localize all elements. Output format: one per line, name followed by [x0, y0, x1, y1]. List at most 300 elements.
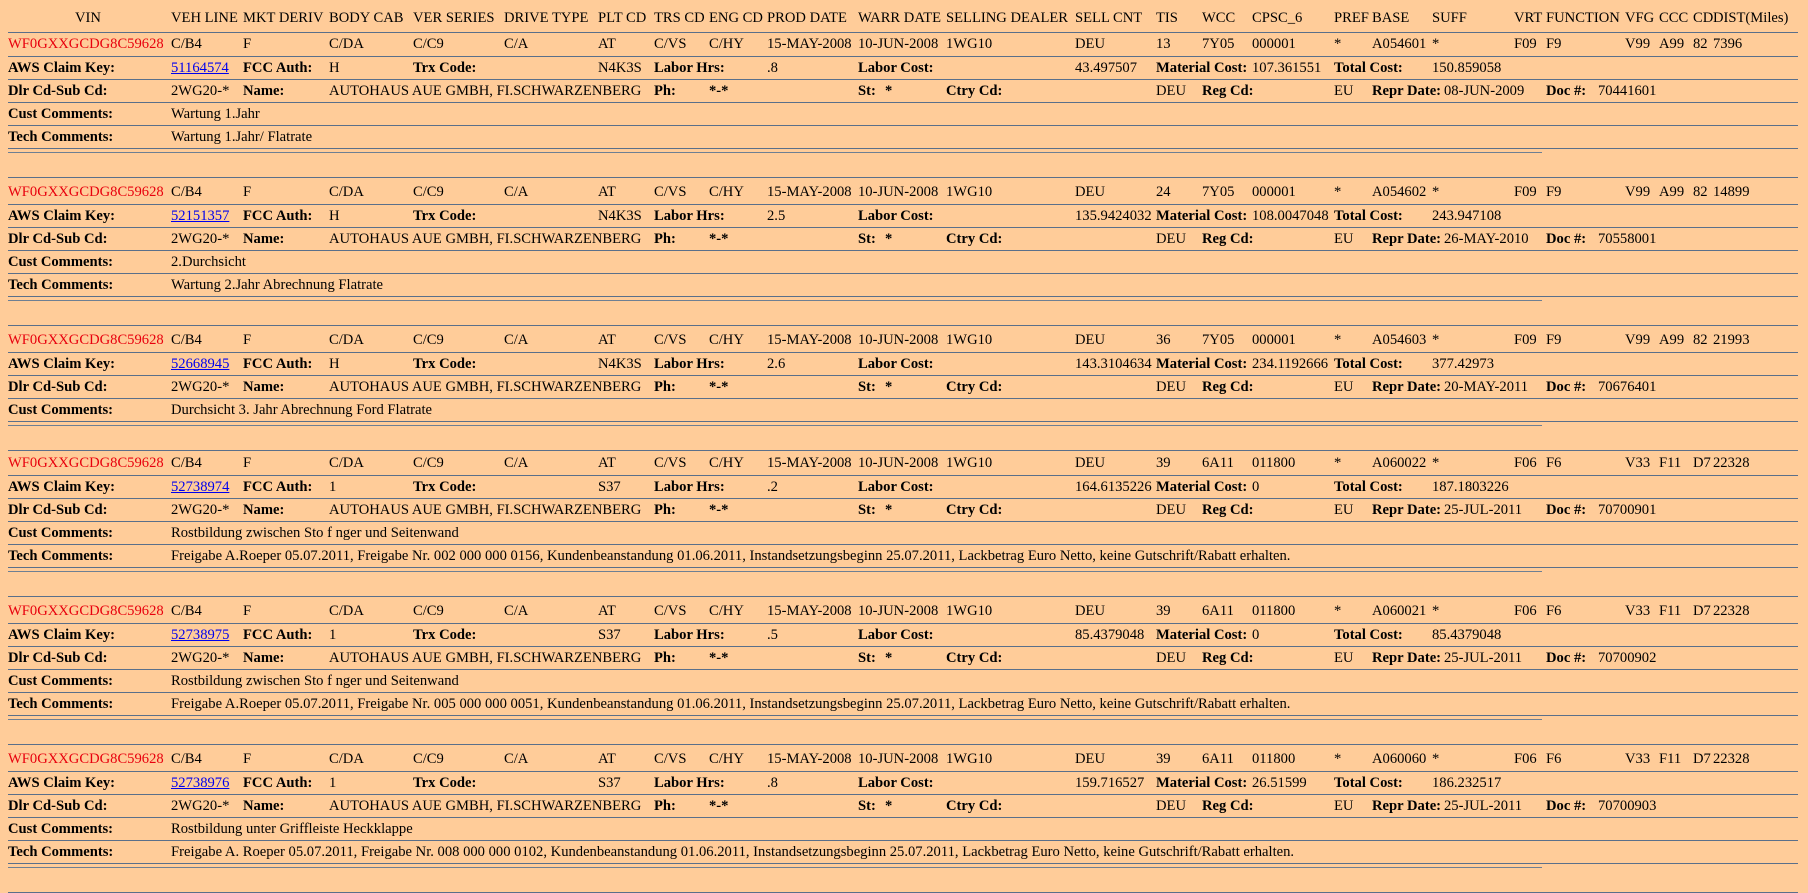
labor-cost-label: Labor Cost:	[858, 356, 934, 372]
selling-dealer-value: 1WG10	[946, 36, 993, 52]
dealer-code-value: 2WG20-*	[171, 83, 230, 99]
labor-hrs-value: 2.6	[767, 356, 786, 372]
veh-line-value: C/B4	[171, 455, 202, 471]
cust-comments-row	[0, 103, 1808, 126]
dealer-name-value: AUTOHAUS AUE GMBH, FI.SCHWARZENBERG	[329, 379, 642, 395]
tis-value: 39	[1156, 603, 1171, 619]
column-header: TIS	[1156, 10, 1178, 26]
dealer-name-value: AUTOHAUS AUE GMBH, FI.SCHWARZENBERG	[329, 650, 642, 666]
sell-cnt-value: DEU	[1075, 603, 1105, 619]
dist-value: 22328	[1713, 603, 1750, 619]
dealer-name-value: AUTOHAUS AUE GMBH, FI.SCHWARZENBERG	[329, 83, 642, 99]
plt-cd-value: AT	[598, 184, 616, 200]
repair-date-label: Repr Date:	[1372, 379, 1442, 395]
vrt-value: F09	[1514, 332, 1537, 348]
claim-dealer-row	[0, 647, 1808, 670]
vfg-value: V33	[1625, 455, 1651, 471]
sell-cnt-value: DEU	[1075, 455, 1105, 471]
claim-key-link[interactable]: 52668945	[171, 356, 230, 372]
trx-code-value: N4K3S	[598, 60, 642, 76]
cust-comments-row	[0, 670, 1808, 693]
tech-comments-row	[0, 841, 1808, 864]
drive-type-value: C/A	[504, 36, 529, 52]
column-header: MKT DERIV	[243, 10, 324, 26]
repair-date-label: Repr Date:	[1372, 798, 1442, 814]
country-value: DEU	[1156, 83, 1186, 99]
total-cost-value: 377.42973	[1432, 356, 1495, 372]
base-value: A060021	[1372, 603, 1427, 619]
trx-code-value: N4K3S	[598, 208, 642, 224]
plt-cd-value: AT	[598, 603, 616, 619]
tech-comments-row	[0, 545, 1808, 568]
region-label: Reg Cd:	[1202, 379, 1254, 395]
claim-key-label: AWS Claim Key:	[8, 775, 116, 791]
dealer-code-label: Dlr Cd-Sub Cd:	[8, 231, 108, 247]
country-value: DEU	[1156, 650, 1186, 666]
cd-value: D7	[1693, 603, 1711, 619]
selling-dealer-value: 1WG10	[946, 603, 993, 619]
column-header: CCC	[1659, 10, 1689, 26]
record-separator	[8, 867, 1542, 868]
tech-comments-row	[0, 126, 1808, 149]
labor-hrs-label: Labor Hrs:	[654, 208, 725, 224]
region-value: EU	[1334, 231, 1354, 247]
claim-key-label: AWS Claim Key:	[8, 60, 116, 76]
material-cost-label: Material Cost:	[1156, 775, 1248, 791]
labor-cost-value: 135.9424032	[1075, 208, 1152, 224]
row-divider	[8, 863, 1798, 864]
state-label: St:	[858, 379, 876, 395]
vfg-value: V33	[1625, 751, 1651, 767]
claim-key-label: AWS Claim Key:	[8, 208, 116, 224]
phone-label: Ph:	[654, 798, 676, 814]
ccc-value: A99	[1659, 36, 1685, 52]
dealer-code-label: Dlr Cd-Sub Cd:	[8, 798, 108, 814]
function-value: F6	[1546, 455, 1562, 471]
country-label: Ctry Cd:	[946, 231, 1003, 247]
wcc-value: 6A11	[1202, 603, 1234, 619]
repair-date-value: 08-JUN-2009	[1444, 83, 1525, 99]
column-header: BASE	[1372, 10, 1410, 26]
ccc-value: F11	[1659, 603, 1682, 619]
repair-date-label: Repr Date:	[1372, 231, 1442, 247]
labor-hrs-label: Labor Hrs:	[654, 775, 725, 791]
claim-key-link[interactable]: 52738974	[171, 479, 230, 495]
dealer-name-label: Name:	[243, 798, 285, 814]
row-divider	[8, 296, 1798, 297]
region-value: EU	[1334, 798, 1354, 814]
phone-value: *-*	[709, 502, 729, 518]
state-value: *	[885, 798, 893, 814]
doc-number-value: 70441601	[1598, 83, 1657, 99]
claim-main-row	[0, 748, 1808, 771]
cpsc6-value: 011800	[1252, 455, 1296, 471]
mkt-deriv-value: F	[243, 455, 252, 471]
material-cost-label: Material Cost:	[1156, 208, 1248, 224]
vrt-value: F09	[1514, 36, 1537, 52]
eng-cd-value: C/HY	[709, 455, 744, 471]
fcc-auth-value: 1	[329, 479, 337, 495]
fcc-auth-label: FCC Auth:	[243, 208, 313, 224]
veh-line-value: C/B4	[171, 184, 202, 200]
dist-value: 21993	[1713, 332, 1750, 348]
eng-cd-value: C/HY	[709, 603, 744, 619]
trs-cd-value: C/VS	[654, 751, 687, 767]
veh-line-value: C/B4	[171, 332, 202, 348]
total-cost-label: Total Cost:	[1334, 479, 1403, 495]
cust-comments-value: Durchsicht 3. Jahr Abrechnung Ford Flatrate	[171, 402, 433, 418]
claim-dealer-row	[0, 499, 1808, 522]
tech-comments-label: Tech Comments:	[8, 277, 114, 293]
column-header: VIN	[75, 10, 101, 26]
sell-cnt-value: DEU	[1075, 751, 1105, 767]
cust-comments-label: Cust Comments:	[8, 106, 113, 122]
labor-hrs-value: .2	[767, 479, 778, 495]
cust-comments-value: Wartung 1.Jahr	[171, 106, 260, 122]
country-label: Ctry Cd:	[946, 83, 1003, 99]
cd-value: 82	[1693, 36, 1708, 52]
warr-date-value: 10-JUN-2008	[858, 455, 939, 471]
cust-comments-value: Rostbildung zwischen Sto f nger und Seitenwand	[171, 525, 459, 541]
cpsc6-value: 000001	[1252, 184, 1296, 200]
mkt-deriv-value: F	[243, 332, 252, 348]
claim-main-row	[0, 452, 1808, 475]
trs-cd-value: C/VS	[654, 455, 687, 471]
total-cost-value: 186.232517	[1432, 775, 1502, 791]
drive-type-value: C/A	[504, 751, 529, 767]
selling-dealer-value: 1WG10	[946, 332, 993, 348]
trx-code-label: Trx Code:	[413, 775, 477, 791]
state-value: *	[885, 502, 893, 518]
drive-type-value: C/A	[504, 455, 529, 471]
cust-comments-label: Cust Comments:	[8, 821, 113, 837]
eng-cd-value: C/HY	[709, 751, 744, 767]
vin-value: WF0GXXGCDG8C59628	[8, 455, 164, 471]
column-header: VRT	[1514, 10, 1543, 26]
dealer-name-label: Name:	[243, 379, 285, 395]
warr-date-value: 10-JUN-2008	[858, 184, 939, 200]
vfg-value: V99	[1625, 332, 1651, 348]
record-separator	[8, 719, 1542, 720]
column-header: DIST(Miles)	[1713, 10, 1789, 26]
claim-key-link[interactable]: 52738975	[171, 627, 230, 643]
dealer-code-value: 2WG20-*	[171, 502, 230, 518]
tech-comments-value: Freigabe A.Roeper 05.07.2011, Freigabe Nr. 005 000 000 0051, Kundenbeanstandung 01.06.2011, Instandsetzungsbeginn 25.07.2011, Lackbetrag Euro Netto, keine Gutschrift/Rabatt erhalten.	[171, 696, 1291, 712]
prod-date-value: 15-MAY-2008	[767, 36, 852, 52]
vin-value: WF0GXXGCDG8C59628	[8, 332, 164, 348]
labor-hrs-label: Labor Hrs:	[654, 479, 725, 495]
cust-comments-value: Rostbildung zwischen Sto f nger und Seitenwand	[171, 673, 459, 689]
cust-comments-row	[0, 818, 1808, 841]
body-cab-value: C/DA	[329, 603, 364, 619]
body-cab-value: C/DA	[329, 751, 364, 767]
dealer-code-value: 2WG20-*	[171, 798, 230, 814]
warr-date-value: 10-JUN-2008	[858, 603, 939, 619]
trx-code-value: S37	[598, 479, 621, 495]
trx-code-value: S37	[598, 627, 621, 643]
labor-cost-label: Labor Cost:	[858, 775, 934, 791]
doc-number-value: 70700902	[1598, 650, 1657, 666]
fcc-auth-value: H	[329, 208, 340, 224]
claim-cost-row	[0, 353, 1808, 376]
drive-type-value: C/A	[504, 332, 529, 348]
column-header: CPSC_6	[1252, 10, 1303, 26]
doc-number-label: Doc #:	[1546, 502, 1587, 518]
vrt-value: F06	[1514, 455, 1537, 471]
claim-key-link[interactable]: 52151357	[171, 208, 230, 224]
labor-hrs-value: 2.5	[767, 208, 786, 224]
column-header-row	[0, 0, 1808, 26]
repair-date-value: 25-JUL-2011	[1444, 798, 1523, 814]
prod-date-value: 15-MAY-2008	[767, 751, 852, 767]
labor-hrs-value: .8	[767, 60, 778, 76]
trx-code-label: Trx Code:	[413, 60, 477, 76]
vin-value: WF0GXXGCDG8C59628	[8, 751, 164, 767]
fcc-auth-value: 1	[329, 627, 337, 643]
plt-cd-value: AT	[598, 332, 616, 348]
dealer-name-label: Name:	[243, 231, 285, 247]
dealer-name-label: Name:	[243, 83, 285, 99]
region-value: EU	[1334, 379, 1354, 395]
labor-cost-value: 143.3104634	[1075, 356, 1152, 372]
labor-hrs-label: Labor Hrs:	[654, 627, 725, 643]
tech-comments-value: Wartung 2.Jahr Abrechnung Flatrate	[171, 277, 383, 293]
repair-date-value: 25-JUL-2011	[1444, 650, 1523, 666]
region-label: Reg Cd:	[1202, 83, 1254, 99]
ccc-value: F11	[1659, 455, 1682, 471]
veh-line-value: C/B4	[171, 603, 202, 619]
cpsc6-value: 011800	[1252, 603, 1296, 619]
labor-cost-value: 164.6135226	[1075, 479, 1152, 495]
phone-value: *-*	[709, 379, 729, 395]
eng-cd-value: C/HY	[709, 332, 744, 348]
base-value: A054602	[1372, 184, 1427, 200]
column-header: FUNCTION	[1546, 10, 1620, 26]
material-cost-value: 234.1192666	[1252, 356, 1329, 372]
phone-value: *-*	[709, 798, 729, 814]
column-header: WARR DATE	[858, 10, 942, 26]
record-separator	[8, 325, 1798, 326]
dealer-code-label: Dlr Cd-Sub Cd:	[8, 83, 108, 99]
record-separator	[8, 152, 1542, 153]
record-separator	[8, 596, 1798, 597]
state-value: *	[885, 231, 893, 247]
warr-date-value: 10-JUN-2008	[858, 36, 939, 52]
function-value: F9	[1546, 184, 1562, 200]
total-cost-label: Total Cost:	[1334, 208, 1403, 224]
column-header: VEH LINE	[171, 10, 238, 26]
state-label: St:	[858, 83, 876, 99]
material-cost-value: 26.51599	[1252, 775, 1307, 791]
fcc-auth-value: H	[329, 60, 340, 76]
drive-type-value: C/A	[504, 184, 529, 200]
tech-comments-row	[0, 274, 1808, 297]
tech-comments-value: Freigabe A. Roeper 05.07.2011, Freigabe Nr. 008 000 000 0102, Kundenbeanstandung 01.06.2011, Instandsetzungsbeginn 25.07.2011, Lackbetrag Euro Netto, keine Gutschrift/Rabatt erhalten.	[171, 844, 1295, 860]
cd-value: 82	[1693, 332, 1708, 348]
vfg-value: V99	[1625, 184, 1651, 200]
ver-series-value: C/C9	[413, 751, 444, 767]
cust-comments-value: 2.Durchsicht	[171, 254, 246, 270]
repair-date-label: Repr Date:	[1372, 83, 1442, 99]
region-label: Reg Cd:	[1202, 231, 1254, 247]
total-cost-value: 85.4379048	[1432, 627, 1502, 643]
tech-comments-value: Freigabe A.Roeper 05.07.2011, Freigabe Nr. 002 000 000 0156, Kundenbeanstandung 01.06.2011, Instandsetzungsbeginn 25.07.2011, Lackbetrag Euro Netto, keine Gutschrift/Rabatt erhalten.	[171, 548, 1291, 564]
tis-value: 13	[1156, 36, 1171, 52]
claim-dealer-row	[0, 795, 1808, 818]
suff-value: *	[1432, 184, 1440, 200]
plt-cd-value: AT	[598, 36, 616, 52]
dealer-code-value: 2WG20-*	[171, 379, 230, 395]
eng-cd-value: C/HY	[709, 36, 744, 52]
vin-value: WF0GXXGCDG8C59628	[8, 184, 164, 200]
suff-value: *	[1432, 332, 1440, 348]
claim-key-label: AWS Claim Key:	[8, 356, 116, 372]
pref-value: *	[1334, 184, 1342, 200]
material-cost-value: 108.0047048	[1252, 208, 1329, 224]
dealer-code-value: 2WG20-*	[171, 231, 230, 247]
column-header: BODY CAB	[329, 10, 404, 26]
warr-date-value: 10-JUN-2008	[858, 332, 939, 348]
phone-label: Ph:	[654, 83, 676, 99]
function-value: F6	[1546, 603, 1562, 619]
region-label: Reg Cd:	[1202, 798, 1254, 814]
labor-cost-value: 159.716527	[1075, 775, 1145, 791]
column-header: VER SERIES	[413, 10, 495, 26]
row-divider	[8, 421, 1798, 422]
claim-cost-row	[0, 476, 1808, 499]
state-label: St:	[858, 502, 876, 518]
column-header: DRIVE TYPE	[504, 10, 589, 26]
column-header: CD	[1693, 10, 1714, 26]
region-value: EU	[1334, 502, 1354, 518]
state-label: St:	[858, 798, 876, 814]
dealer-name-label: Name:	[243, 502, 285, 518]
claim-main-row	[0, 329, 1808, 352]
record-separator	[8, 571, 1542, 572]
doc-number-label: Doc #:	[1546, 650, 1587, 666]
wcc-value: 7Y05	[1202, 36, 1235, 52]
region-label: Reg Cd:	[1202, 502, 1254, 518]
claim-cost-row	[0, 772, 1808, 795]
wcc-value: 6A11	[1202, 455, 1234, 471]
dist-value: 22328	[1713, 455, 1750, 471]
vrt-value: F06	[1514, 603, 1537, 619]
row-divider	[8, 567, 1798, 568]
ver-series-value: C/C9	[413, 603, 444, 619]
ccc-value: A99	[1659, 332, 1685, 348]
plt-cd-value: AT	[598, 455, 616, 471]
vin-value: WF0GXXGCDG8C59628	[8, 36, 164, 52]
state-value: *	[885, 650, 893, 666]
state-label: St:	[858, 231, 876, 247]
dist-value: 7396	[1713, 36, 1743, 52]
total-cost-label: Total Cost:	[1334, 627, 1403, 643]
phone-label: Ph:	[654, 502, 676, 518]
mkt-deriv-value: F	[243, 751, 252, 767]
phone-label: Ph:	[654, 231, 676, 247]
claim-key-label: AWS Claim Key:	[8, 627, 116, 643]
eng-cd-value: C/HY	[709, 184, 744, 200]
claim-dealer-row	[0, 228, 1808, 251]
trs-cd-value: C/VS	[654, 36, 687, 52]
ccc-value: F11	[1659, 751, 1682, 767]
claim-key-link[interactable]: 52738976	[171, 775, 230, 791]
body-cab-value: C/DA	[329, 455, 364, 471]
repair-date-label: Repr Date:	[1372, 650, 1442, 666]
labor-cost-label: Labor Cost:	[858, 627, 934, 643]
suff-value: *	[1432, 455, 1440, 471]
total-cost-value: 243.947108	[1432, 208, 1502, 224]
pref-value: *	[1334, 603, 1342, 619]
vfg-value: V33	[1625, 603, 1651, 619]
plt-cd-value: AT	[598, 751, 616, 767]
repair-date-value: 26-MAY-2010	[1444, 231, 1529, 247]
dealer-name-label: Name:	[243, 650, 285, 666]
pref-value: *	[1334, 36, 1342, 52]
country-label: Ctry Cd:	[946, 379, 1003, 395]
function-value: F9	[1546, 332, 1562, 348]
base-value: A060022	[1372, 455, 1427, 471]
country-value: DEU	[1156, 798, 1186, 814]
region-value: EU	[1334, 83, 1354, 99]
trs-cd-value: C/VS	[654, 603, 687, 619]
dealer-name-value: AUTOHAUS AUE GMBH, FI.SCHWARZENBERG	[329, 798, 642, 814]
cust-comments-row	[0, 251, 1808, 274]
veh-line-value: C/B4	[171, 751, 202, 767]
labor-cost-label: Labor Cost:	[858, 479, 934, 495]
region-value: EU	[1334, 650, 1354, 666]
sell-cnt-value: DEU	[1075, 184, 1105, 200]
trx-code-value: S37	[598, 775, 621, 791]
wcc-value: 7Y05	[1202, 332, 1235, 348]
cust-comments-label: Cust Comments:	[8, 673, 113, 689]
dealer-code-label: Dlr Cd-Sub Cd:	[8, 650, 108, 666]
mkt-deriv-value: F	[243, 184, 252, 200]
prod-date-value: 15-MAY-2008	[767, 455, 852, 471]
dist-value: 22328	[1713, 751, 1750, 767]
country-label: Ctry Cd:	[946, 798, 1003, 814]
claim-main-row	[0, 33, 1808, 56]
record-separator	[8, 300, 1542, 301]
dist-value: 14899	[1713, 184, 1750, 200]
cust-comments-row	[0, 399, 1808, 422]
trx-code-label: Trx Code:	[413, 356, 477, 372]
cd-value: D7	[1693, 455, 1711, 471]
state-value: *	[885, 83, 893, 99]
phone-label: Ph:	[654, 379, 676, 395]
claim-key-link[interactable]: 51164574	[171, 60, 229, 76]
trs-cd-value: C/VS	[654, 184, 687, 200]
column-header: TRS CD	[654, 10, 705, 26]
base-value: A054603	[1372, 332, 1427, 348]
body-cab-value: C/DA	[329, 184, 364, 200]
base-value: A060060	[1372, 751, 1427, 767]
column-header: PREF	[1334, 10, 1369, 26]
column-header: VFG	[1625, 10, 1655, 26]
country-label: Ctry Cd:	[946, 650, 1003, 666]
column-header: PROD DATE	[767, 10, 847, 26]
ccc-value: A99	[1659, 184, 1685, 200]
phone-value: *-*	[709, 231, 729, 247]
fcc-auth-label: FCC Auth:	[243, 356, 313, 372]
suff-value: *	[1432, 751, 1440, 767]
vin-value: WF0GXXGCDG8C59628	[8, 603, 164, 619]
trx-code-label: Trx Code:	[413, 208, 477, 224]
record-separator	[8, 177, 1798, 178]
vfg-value: V99	[1625, 36, 1651, 52]
selling-dealer-value: 1WG10	[946, 455, 993, 471]
labor-cost-value: 43.497507	[1075, 60, 1138, 76]
